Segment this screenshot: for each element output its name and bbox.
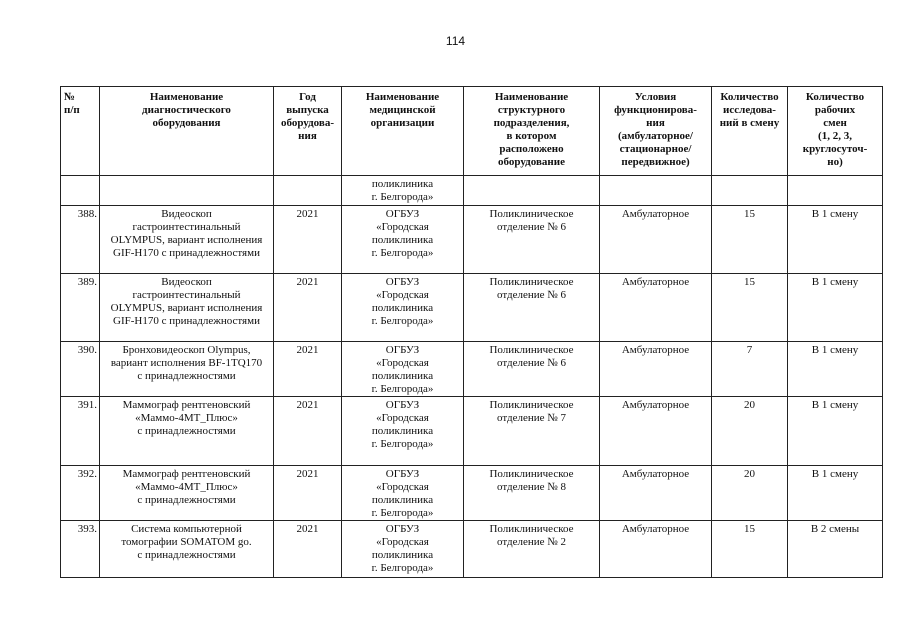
cell-organization: поликлиника г. Белгорода» — [342, 176, 464, 206]
cell-equipment: Маммограф рентгеновский «Маммо-4МТ_Плюс» с принадлежностями — [100, 397, 274, 466]
header-studies: Количество исследова- ний в смену — [712, 87, 788, 176]
cell-studies: 20 — [712, 397, 788, 466]
cell-conditions: Амбулаторное — [600, 466, 712, 521]
cell-unit: Поликлиническое отделение № 6 — [464, 274, 600, 342]
cell-shifts: В 1 смену — [788, 206, 883, 274]
table-row — [61, 274, 883, 342]
cell-year: 2021 — [274, 521, 342, 578]
cell-equipment: Бронховидеоскоп Olympus, вариант исполнения BF-1TQ170 с принадлежностями — [100, 342, 274, 397]
header-organization: Наименование медицинской организации — [342, 87, 464, 176]
cell-equipment: Видеоскоп гастроинтестинальный OLYMPUS, вариант исполнения GIF-H170 с принадлежностями — [100, 274, 274, 342]
cell-organization: ОГБУЗ «Городская поликлиника г. Белгорода» — [342, 397, 464, 466]
cell-conditions — [600, 176, 712, 206]
cell-organization: ОГБУЗ «Городская поликлиника г. Белгорода» — [342, 521, 464, 578]
cell-studies: 20 — [712, 466, 788, 521]
cell-conditions: Амбулаторное — [600, 342, 712, 397]
table-row — [61, 521, 883, 578]
cell-conditions: Амбулаторное — [600, 206, 712, 274]
cell-equipment: Система компьютерной томографии SOMATOM go. с принадлежностями — [100, 521, 274, 578]
cell-organization: ОГБУЗ «Городская поликлиника г. Белгорода» — [342, 342, 464, 397]
cell-year — [274, 176, 342, 206]
cell-organization: ОГБУЗ «Городская поликлиника г. Белгорода» — [342, 466, 464, 521]
cell-studies: 15 — [712, 274, 788, 342]
cell-studies: 15 — [712, 521, 788, 578]
header-conditions: Условия функционирова- ния (амбулаторное/ стационарное/ передвижное) — [600, 87, 712, 176]
cell-shifts: В 2 смены — [788, 521, 883, 578]
cell-organization: ОГБУЗ «Городская поликлиника г. Белгорода» — [342, 206, 464, 274]
cell-num: 391. — [61, 397, 100, 466]
cell-year: 2021 — [274, 206, 342, 274]
cell-conditions: Амбулаторное — [600, 274, 712, 342]
cell-year: 2021 — [274, 274, 342, 342]
header-row — [61, 87, 883, 176]
cell-conditions: Амбулаторное — [600, 521, 712, 578]
table-row — [61, 342, 883, 397]
cell-studies — [712, 176, 788, 206]
cell-unit: Поликлиническое отделение № 6 — [464, 206, 600, 274]
cell-organization: ОГБУЗ «Городская поликлиника г. Белгорода» — [342, 274, 464, 342]
cell-num — [61, 176, 100, 206]
cell-studies: 15 — [712, 206, 788, 274]
cell-num: 389. — [61, 274, 100, 342]
cell-shifts: В 1 смену — [788, 397, 883, 466]
cell-num: 392. — [61, 466, 100, 521]
cell-shifts: В 1 смену — [788, 342, 883, 397]
header-equipment: Наименование диагностического оборудования — [100, 87, 274, 176]
cell-num: 390. — [61, 342, 100, 397]
header-unit: Наименование структурного подразделения, в котором расположено оборудование — [464, 87, 600, 176]
header-num: № п/п — [61, 87, 100, 176]
table-row — [61, 397, 883, 466]
table-row — [61, 206, 883, 274]
equipment-table — [60, 86, 883, 578]
cell-studies: 7 — [712, 342, 788, 397]
cell-num: 393. — [61, 521, 100, 578]
cell-unit: Поликлиническое отделение № 7 — [464, 397, 600, 466]
cell-year: 2021 — [274, 342, 342, 397]
page-number: 114 — [445, 34, 466, 48]
cell-num: 388. — [61, 206, 100, 274]
cell-shifts: В 1 смену — [788, 274, 883, 342]
cell-equipment: Видеоскоп гастроинтестинальный OLYMPUS, вариант исполнения GIF-H170 с принадлежностями — [100, 206, 274, 274]
cell-year: 2021 — [274, 466, 342, 521]
cell-unit: Поликлиническое отделение № 2 — [464, 521, 600, 578]
header-year: Год выпуска оборудова- ния — [274, 87, 342, 176]
header-shifts: Количество рабочих смен (1, 2, 3, круглосуточ- но) — [788, 87, 883, 176]
cell-equipment: Маммограф рентгеновский «Маммо-4МТ_Плюс» с принадлежностями — [100, 466, 274, 521]
cell-unit — [464, 176, 600, 206]
table-row — [61, 466, 883, 521]
cell-unit: Поликлиническое отделение № 8 — [464, 466, 600, 521]
cell-year: 2021 — [274, 397, 342, 466]
cell-shifts: В 1 смену — [788, 466, 883, 521]
cell-conditions: Амбулаторное — [600, 397, 712, 466]
cell-shifts — [788, 176, 883, 206]
cell-equipment — [100, 176, 274, 206]
cell-unit: Поликлиническое отделение № 6 — [464, 342, 600, 397]
continuation-row — [61, 176, 883, 206]
